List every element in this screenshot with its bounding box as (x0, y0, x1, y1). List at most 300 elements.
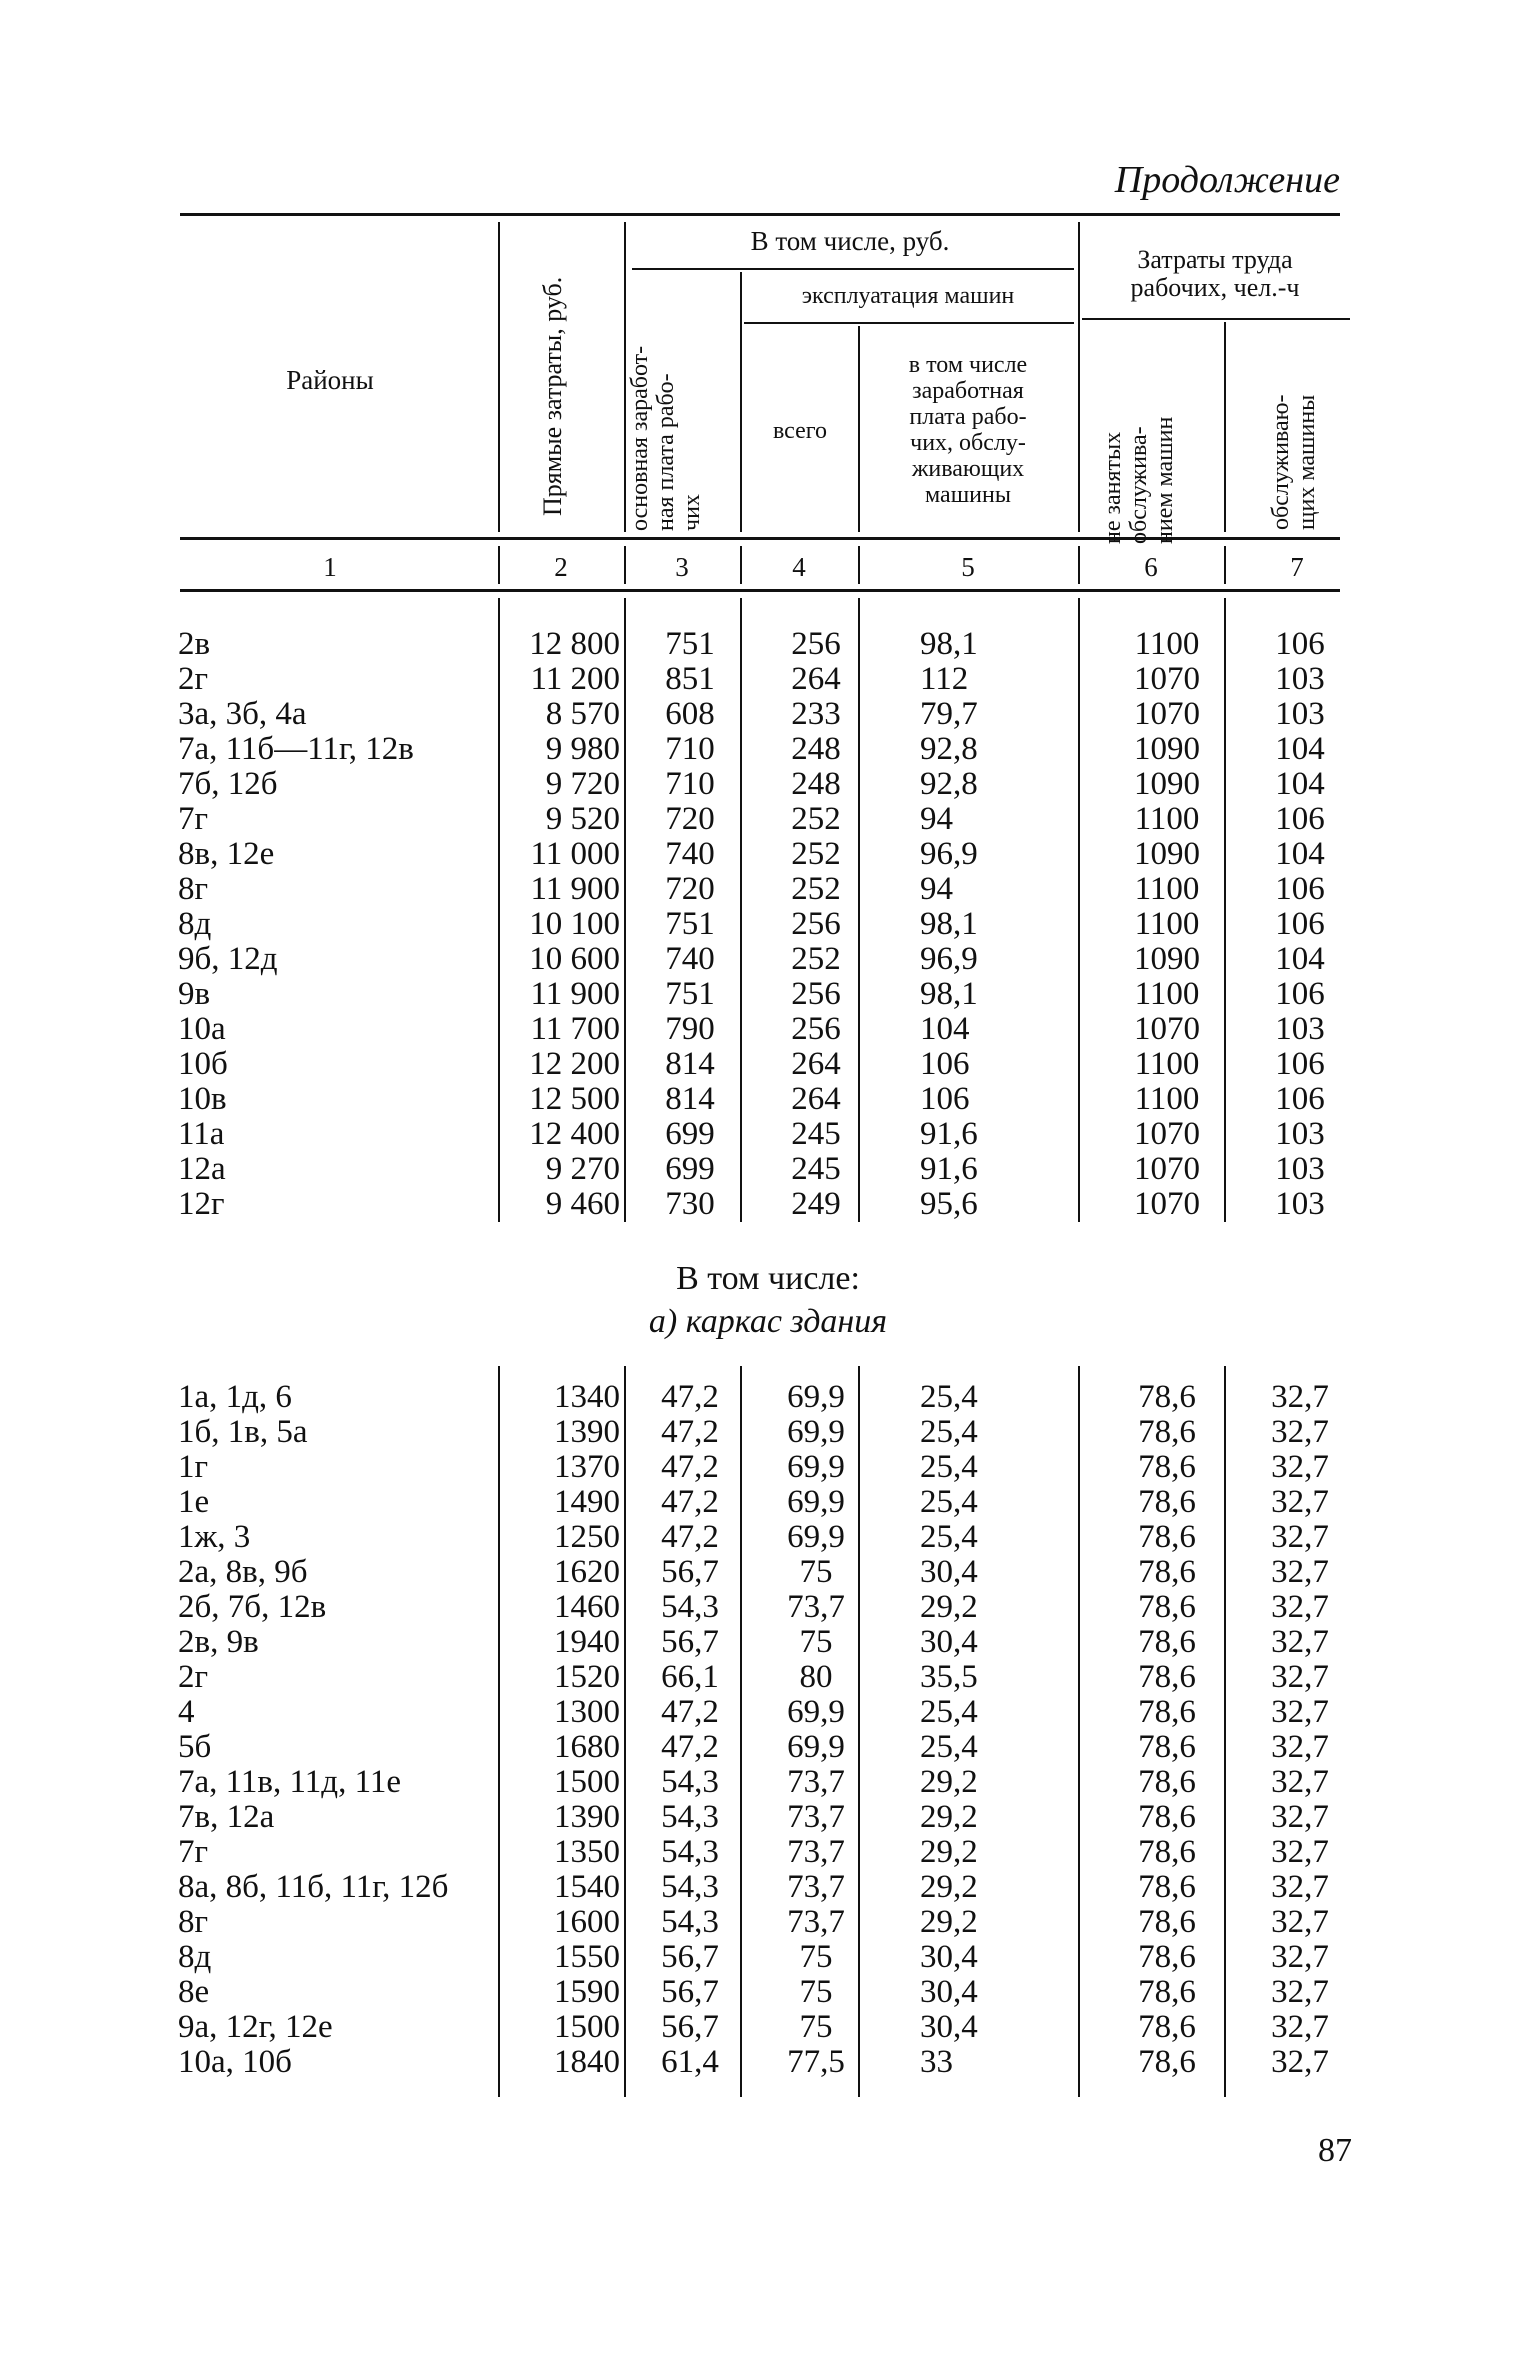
sec2-row-19-direct-costs: 1500 (554, 2009, 620, 2045)
sec2-row-15-direct-costs: 1540 (554, 1869, 620, 1905)
column-number-3: 3 (675, 552, 689, 582)
sec1-row-14-direct-costs: 12 500 (529, 1081, 620, 1117)
sec2-row-20-base-wage: 61,4 (661, 2044, 719, 2080)
sec1-row-2-district: 2г (178, 661, 209, 697)
sec2-row-18-labor-machine: 32,7 (1271, 1974, 1329, 2010)
header-labor-group: Затраты труда рабочих, чел.-ч (1130, 245, 1300, 302)
sec2-row-20-machines-wage: 33 (920, 2044, 953, 2080)
sec2-row-18-labor-not-machine: 78,6 (1138, 1974, 1196, 2010)
sec1-row-8-district: 8г (178, 871, 209, 907)
sec2-row-10-labor-machine: 32,7 (1271, 1694, 1329, 1730)
sec1-vline-1 (498, 598, 500, 1222)
sec1-row-5-direct-costs: 9 720 (545, 766, 620, 802)
sec2-row-8-labor-machine: 32,7 (1271, 1624, 1329, 1660)
sec1-row-6-machines-total: 252 (791, 801, 841, 837)
sec1-vline-3 (740, 598, 742, 1222)
header-vline-2 (624, 222, 626, 532)
sec1-row-15-machines-total: 245 (791, 1116, 841, 1152)
sec2-row-8-machines-total: 75 (799, 1624, 833, 1660)
sec1-row-10-labor-machine: 104 (1275, 941, 1325, 977)
sec2-row-7-labor-not-machine: 78,6 (1138, 1589, 1196, 1625)
sec2-row-2-labor-machine: 32,7 (1271, 1414, 1329, 1450)
sec2-row-1-base-wage: 47,2 (661, 1379, 719, 1415)
sec2-row-5-base-wage: 47,2 (661, 1519, 719, 1555)
sec1-row-14-labor-machine: 106 (1275, 1081, 1325, 1117)
sec1-row-5-machines-total: 248 (791, 766, 841, 802)
sec2-row-11-labor-not-machine: 78,6 (1138, 1729, 1196, 1765)
sec1-row-11-machines-wage: 98,1 (920, 976, 978, 1012)
sec2-row-18-direct-costs: 1590 (554, 1974, 620, 2010)
sec2-row-15-base-wage: 54,3 (661, 1869, 719, 1905)
rule-machines-group (744, 322, 1074, 324)
sec2-row-14-direct-costs: 1350 (554, 1834, 620, 1870)
column-number-4: 4 (792, 552, 806, 582)
sec2-row-10-district: 4 (178, 1694, 195, 1730)
header-vline-6 (1224, 322, 1226, 532)
sec1-row-3-labor-not-machine: 1070 (1134, 696, 1200, 732)
sec2-row-15-labor-not-machine: 78,6 (1138, 1869, 1196, 1905)
sec1-row-4-direct-costs: 9 980 (545, 731, 620, 767)
numbers-vline-4 (858, 546, 860, 584)
sec2-row-2-direct-costs: 1390 (554, 1414, 620, 1450)
sec2-row-4-labor-not-machine: 78,6 (1138, 1484, 1196, 1520)
sec2-vline-3 (740, 1366, 742, 2097)
sec1-row-16-direct-costs: 9 270 (545, 1151, 620, 1187)
sec2-row-2-labor-not-machine: 78,6 (1138, 1414, 1196, 1450)
sec1-row-9-machines-total: 256 (791, 906, 841, 942)
sec1-row-5-district: 7б, 12б (178, 766, 278, 802)
sec1-row-1-machines-total: 256 (791, 626, 841, 662)
sec1-row-11-machines-total: 256 (791, 976, 841, 1012)
column-number-5: 5 (961, 552, 975, 582)
sec1-row-7-district: 8в, 12е (178, 836, 275, 872)
sec1-row-8-labor-machine: 106 (1275, 871, 1325, 907)
sec2-row-20-machines-total: 77,5 (787, 2044, 845, 2080)
rule-including-group (632, 268, 1074, 270)
sec2-row-7-direct-costs: 1460 (554, 1589, 620, 1625)
sec1-row-14-machines-wage: 106 (920, 1081, 970, 1117)
sec2-row-18-district: 8е (178, 1974, 210, 2010)
sec2-row-12-machines-wage: 29,2 (920, 1764, 978, 1800)
page-number: 87 (1318, 2132, 1352, 2169)
sec2-row-14-labor-machine: 32,7 (1271, 1834, 1329, 1870)
sec2-row-10-labor-not-machine: 78,6 (1138, 1694, 1196, 1730)
sec2-row-9-machines-total: 80 (799, 1659, 833, 1695)
sec1-row-12-district: 10а (178, 1011, 226, 1047)
sec2-row-1-labor-machine: 32,7 (1271, 1379, 1329, 1415)
sec1-row-2-labor-machine: 103 (1275, 661, 1325, 697)
sec1-row-14-district: 10в (178, 1081, 227, 1117)
sec1-row-12-machines-wage: 104 (920, 1011, 970, 1047)
sec1-row-8-machines-wage: 94 (920, 871, 953, 907)
sec2-row-1-labor-not-machine: 78,6 (1138, 1379, 1196, 1415)
sec1-row-16-machines-wage: 91,6 (920, 1151, 978, 1187)
sec2-row-16-district: 8г (178, 1904, 209, 1940)
sec2-row-11-base-wage: 47,2 (661, 1729, 719, 1765)
sec1-row-10-machines-total: 252 (791, 941, 841, 977)
header-vline-4 (858, 326, 860, 532)
sec1-row-4-labor-machine: 104 (1275, 731, 1325, 767)
sec1-row-6-district: 7г (178, 801, 209, 837)
sec2-row-18-base-wage: 56,7 (661, 1974, 719, 2010)
sec1-row-7-machines-total: 252 (791, 836, 841, 872)
header-base-wage: основная заработ- ная плата рабо- чих (627, 345, 705, 531)
sec2-row-14-labor-not-machine: 78,6 (1138, 1834, 1196, 1870)
sec1-row-11-direct-costs: 11 900 (530, 976, 620, 1012)
sec2-row-9-base-wage: 66,1 (661, 1659, 719, 1695)
sec1-row-6-labor-machine: 106 (1275, 801, 1325, 837)
sec2-row-13-machines-total: 73,7 (787, 1799, 845, 1835)
sec2-row-15-machines-wage: 29,2 (920, 1869, 978, 1905)
numbers-vline-1 (498, 546, 500, 584)
sec1-row-9-labor-machine: 106 (1275, 906, 1325, 942)
sec2-row-17-labor-machine: 32,7 (1271, 1939, 1329, 1975)
sec2-row-20-labor-not-machine: 78,6 (1138, 2044, 1196, 2080)
sec1-row-10-direct-costs: 10 600 (529, 941, 620, 977)
sec1-row-3-machines-wage: 79,7 (920, 696, 978, 732)
header-including-group: В том числе, руб. (750, 226, 950, 256)
sec1-row-16-machines-total: 245 (791, 1151, 841, 1187)
sec2-row-1-direct-costs: 1340 (554, 1379, 620, 1415)
sec1-row-15-district: 11а (178, 1116, 225, 1152)
sec1-row-16-labor-machine: 103 (1275, 1151, 1325, 1187)
sec2-row-5-machines-total: 69,9 (787, 1519, 845, 1555)
sec1-row-7-direct-costs: 11 000 (530, 836, 620, 872)
sec2-vline-2 (624, 1366, 626, 2097)
sec2-row-12-district: 7а, 11в, 11д, 11е (178, 1764, 401, 1800)
sec2-row-6-base-wage: 56,7 (661, 1554, 719, 1590)
numbers-vline-3 (740, 546, 742, 584)
numbers-vline-2 (624, 546, 626, 584)
sec1-row-10-machines-wage: 96,9 (920, 941, 978, 977)
sec2-row-7-base-wage: 54,3 (661, 1589, 719, 1625)
sec2-row-16-direct-costs: 1600 (554, 1904, 620, 1940)
sec1-row-13-direct-costs: 12 200 (529, 1046, 620, 1082)
sec2-row-11-machines-total: 69,9 (787, 1729, 845, 1765)
sec1-row-14-base-wage: 814 (665, 1081, 715, 1117)
sec2-row-17-base-wage: 56,7 (661, 1939, 719, 1975)
sec1-row-13-labor-not-machine: 1100 (1134, 1046, 1200, 1082)
sec1-row-9-direct-costs: 10 100 (529, 906, 620, 942)
sec2-row-20-direct-costs: 1840 (554, 2044, 620, 2080)
sec2-row-17-machines-wage: 30,4 (920, 1939, 978, 1975)
sec2-row-16-base-wage: 54,3 (661, 1904, 719, 1940)
sec1-vline-2 (624, 598, 626, 1222)
sec2-row-16-machines-wage: 29,2 (920, 1904, 978, 1940)
sec1-row-3-base-wage: 608 (665, 696, 715, 732)
sec1-row-8-base-wage: 720 (665, 871, 715, 907)
sec2-row-13-district: 7в, 12а (178, 1799, 275, 1835)
sec2-row-11-direct-costs: 1680 (554, 1729, 620, 1765)
sec2-row-1-machines-total: 69,9 (787, 1379, 845, 1415)
sec2-row-20-labor-machine: 32,7 (1271, 2044, 1329, 2080)
sec2-row-4-machines-total: 69,9 (787, 1484, 845, 1520)
sec1-row-2-labor-not-machine: 1070 (1134, 661, 1200, 697)
sec1-row-14-machines-total: 264 (791, 1081, 841, 1117)
sec2-row-14-machines-total: 73,7 (787, 1834, 845, 1870)
sec1-row-13-district: 10б (178, 1046, 228, 1082)
sec2-row-14-district: 7г (178, 1834, 209, 1870)
sec1-row-10-labor-not-machine: 1090 (1134, 941, 1200, 977)
sec1-row-4-base-wage: 710 (665, 731, 715, 767)
sec2-row-19-machines-wage: 30,4 (920, 2009, 978, 2045)
sec2-row-11-machines-wage: 25,4 (920, 1729, 978, 1765)
sec1-row-12-base-wage: 790 (665, 1011, 715, 1047)
sec2-vline-5 (1078, 1366, 1080, 2097)
sec2-row-5-labor-not-machine: 78,6 (1138, 1519, 1196, 1555)
sec2-row-9-direct-costs: 1520 (554, 1659, 620, 1695)
sec1-row-13-machines-total: 264 (791, 1046, 841, 1082)
sec2-row-10-direct-costs: 1300 (554, 1694, 620, 1730)
sec1-row-17-machines-wage: 95,6 (920, 1186, 978, 1222)
sec1-row-6-machines-wage: 94 (920, 801, 953, 837)
sec2-row-15-labor-machine: 32,7 (1271, 1869, 1329, 1905)
sec2-row-17-labor-not-machine: 78,6 (1138, 1939, 1196, 1975)
sec1-row-1-labor-machine: 106 (1275, 626, 1325, 662)
subheading-frame: а) каркас здания (648, 1303, 888, 1340)
header-labor-machine: обслуживаю- щих машины (1268, 394, 1320, 530)
sec2-row-12-labor-machine: 32,7 (1271, 1764, 1329, 1800)
header-direct-costs: Прямые затраты, руб. (538, 276, 567, 516)
column-number-7: 7 (1290, 552, 1304, 582)
sec1-row-11-district: 9в (178, 976, 211, 1012)
sec2-row-20-district: 10а, 10б (178, 2044, 292, 2080)
sec1-row-5-labor-machine: 104 (1275, 766, 1325, 802)
numbers-vline-5 (1078, 546, 1080, 584)
sec1-row-14-labor-not-machine: 1100 (1134, 1081, 1200, 1117)
sec2-vline-1 (498, 1366, 500, 2097)
sec1-row-17-direct-costs: 9 460 (545, 1186, 620, 1222)
sec2-row-3-district: 1г (178, 1449, 209, 1485)
sec2-row-11-labor-machine: 32,7 (1271, 1729, 1329, 1765)
sec2-row-3-labor-not-machine: 78,6 (1138, 1449, 1196, 1485)
sec1-row-11-labor-not-machine: 1100 (1134, 976, 1200, 1012)
sec1-row-2-machines-wage: 112 (920, 661, 969, 697)
sec2-row-6-labor-machine: 32,7 (1271, 1554, 1329, 1590)
sec2-row-4-labor-machine: 32,7 (1271, 1484, 1329, 1520)
sec2-row-3-labor-machine: 32,7 (1271, 1449, 1329, 1485)
sec2-row-19-district: 9а, 12г, 12е (178, 2009, 333, 2045)
sec2-row-17-direct-costs: 1550 (554, 1939, 620, 1975)
sec1-row-17-labor-not-machine: 1070 (1134, 1186, 1200, 1222)
sec2-row-10-machines-total: 69,9 (787, 1694, 845, 1730)
sec1-row-1-direct-costs: 12 800 (529, 626, 620, 662)
sec2-row-12-base-wage: 54,3 (661, 1764, 719, 1800)
sec2-row-6-machines-total: 75 (799, 1554, 833, 1590)
sec2-row-6-direct-costs: 1620 (554, 1554, 620, 1590)
sec2-row-5-labor-machine: 32,7 (1271, 1519, 1329, 1555)
sec2-row-15-district: 8а, 8б, 11б, 11г, 12б (178, 1869, 449, 1905)
sec1-row-9-labor-not-machine: 1100 (1134, 906, 1200, 942)
sec1-row-2-machines-total: 264 (791, 661, 841, 697)
sec2-row-7-machines-wage: 29,2 (920, 1589, 978, 1625)
numbers-bottom-rule (180, 589, 1340, 592)
sec2-row-19-base-wage: 56,7 (661, 2009, 719, 2045)
column-number-2: 2 (554, 552, 568, 582)
sec2-row-8-labor-not-machine: 78,6 (1138, 1624, 1196, 1660)
sec2-row-13-machines-wage: 29,2 (920, 1799, 978, 1835)
header-vline-1 (498, 222, 500, 532)
sec2-row-5-district: 1ж, 3 (178, 1519, 251, 1555)
sec2-row-12-machines-total: 73,7 (787, 1764, 845, 1800)
sec2-row-5-direct-costs: 1250 (554, 1519, 620, 1555)
sec2-row-10-machines-wage: 25,4 (920, 1694, 978, 1730)
sec2-row-16-machines-total: 73,7 (787, 1904, 845, 1940)
sec2-row-2-machines-total: 69,9 (787, 1414, 845, 1450)
sec2-row-14-machines-wage: 29,2 (920, 1834, 978, 1870)
sec2-row-19-labor-machine: 32,7 (1271, 2009, 1329, 2045)
sec1-row-4-labor-not-machine: 1090 (1134, 731, 1200, 767)
sec1-row-10-base-wage: 740 (665, 941, 715, 977)
sec2-row-13-base-wage: 54,3 (661, 1799, 719, 1835)
sec2-row-8-base-wage: 56,7 (661, 1624, 719, 1660)
sec1-row-10-district: 9б, 12д (178, 941, 278, 977)
sec1-row-8-labor-not-machine: 1100 (1134, 871, 1200, 907)
sec1-row-12-labor-not-machine: 1070 (1134, 1011, 1200, 1047)
sec2-row-13-labor-machine: 32,7 (1271, 1799, 1329, 1835)
sec2-row-1-machines-wage: 25,4 (920, 1379, 978, 1415)
sec2-row-1-district: 1а, 1д, 6 (178, 1379, 292, 1415)
sec1-row-3-direct-costs: 8 570 (545, 696, 620, 732)
sec1-row-15-labor-machine: 103 (1275, 1116, 1325, 1152)
sec2-row-2-base-wage: 47,2 (661, 1414, 719, 1450)
sec1-row-11-base-wage: 751 (665, 976, 715, 1012)
sec1-row-7-labor-machine: 104 (1275, 836, 1325, 872)
sec2-row-4-base-wage: 47,2 (661, 1484, 719, 1520)
column-number-6: 6 (1144, 552, 1158, 582)
column-number-1: 1 (323, 552, 337, 582)
sec1-row-12-direct-costs: 11 700 (530, 1011, 620, 1047)
sec2-row-9-district: 2г (178, 1659, 209, 1695)
sec1-row-5-labor-not-machine: 1090 (1134, 766, 1200, 802)
sec2-row-10-base-wage: 47,2 (661, 1694, 719, 1730)
sec2-row-18-machines-total: 75 (799, 1974, 833, 2010)
sec1-row-13-base-wage: 814 (665, 1046, 715, 1082)
sec2-row-13-direct-costs: 1390 (554, 1799, 620, 1835)
sec1-vline-5 (1078, 598, 1080, 1222)
sec1-row-17-base-wage: 730 (665, 1186, 715, 1222)
sec2-row-4-direct-costs: 1490 (554, 1484, 620, 1520)
sec2-row-13-labor-not-machine: 78,6 (1138, 1799, 1196, 1835)
sec2-row-9-labor-machine: 32,7 (1271, 1659, 1329, 1695)
sec2-row-4-machines-wage: 25,4 (920, 1484, 978, 1520)
sec1-row-4-machines-wage: 92,8 (920, 731, 978, 767)
sec1-row-13-labor-machine: 106 (1275, 1046, 1325, 1082)
header-incl-wage: в том числе заработная плата рабо- чих, обслу- живающих машины (908, 352, 1028, 508)
sec2-row-5-machines-wage: 25,4 (920, 1519, 978, 1555)
subheading-including: В том числе: (676, 1260, 860, 1297)
sec1-row-17-district: 12г (178, 1186, 225, 1222)
sec1-row-7-machines-wage: 96,9 (920, 836, 978, 872)
sec1-row-12-labor-machine: 103 (1275, 1011, 1325, 1047)
sec2-row-8-district: 2в, 9в (178, 1624, 259, 1660)
sec2-row-6-labor-not-machine: 78,6 (1138, 1554, 1196, 1590)
sec1-row-7-base-wage: 740 (665, 836, 715, 872)
continuation-label: Продолжение (1114, 159, 1340, 201)
header-total: всего (772, 418, 828, 444)
sec1-row-17-machines-total: 249 (791, 1186, 841, 1222)
sec1-row-3-district: 3а, 3б, 4а (178, 696, 307, 732)
sec2-row-3-base-wage: 47,2 (661, 1449, 719, 1485)
sec2-row-19-labor-not-machine: 78,6 (1138, 2009, 1196, 2045)
sec1-row-6-direct-costs: 9 520 (545, 801, 620, 837)
sec1-row-1-labor-not-machine: 1100 (1134, 626, 1200, 662)
sec2-row-3-machines-wage: 25,4 (920, 1449, 978, 1485)
sec2-row-11-district: 5б (178, 1729, 212, 1765)
header-vline-5 (1078, 222, 1080, 532)
sec1-row-1-base-wage: 751 (665, 626, 715, 662)
sec1-row-4-machines-total: 248 (791, 731, 841, 767)
sec1-row-11-labor-machine: 106 (1275, 976, 1325, 1012)
sec2-row-7-machines-total: 73,7 (787, 1589, 845, 1625)
sec2-row-7-district: 2б, 7б, 12в (178, 1589, 327, 1625)
sec2-row-14-base-wage: 54,3 (661, 1834, 719, 1870)
sec1-row-15-base-wage: 699 (665, 1116, 715, 1152)
sec2-row-7-labor-machine: 32,7 (1271, 1589, 1329, 1625)
sec1-row-9-machines-wage: 98,1 (920, 906, 978, 942)
sec2-row-9-labor-not-machine: 78,6 (1138, 1659, 1196, 1695)
sec1-row-4-district: 7а, 11б—11г, 12в (178, 731, 414, 767)
sec2-row-12-labor-not-machine: 78,6 (1138, 1764, 1196, 1800)
sec1-row-15-machines-wage: 91,6 (920, 1116, 978, 1152)
sec1-row-5-machines-wage: 92,8 (920, 766, 978, 802)
sec2-row-2-machines-wage: 25,4 (920, 1414, 978, 1450)
sec1-row-9-base-wage: 751 (665, 906, 715, 942)
sec1-row-8-machines-total: 252 (791, 871, 841, 907)
sec1-row-5-base-wage: 710 (665, 766, 715, 802)
sec2-row-2-district: 1б, 1в, 5а (178, 1414, 308, 1450)
sec2-row-6-machines-wage: 30,4 (920, 1554, 978, 1590)
numbers-vline-6 (1224, 546, 1226, 584)
sec2-row-4-district: 1е (178, 1484, 210, 1520)
sec2-row-15-machines-total: 73,7 (787, 1869, 845, 1905)
header-districts: Районы (286, 365, 374, 395)
sec1-row-7-labor-not-machine: 1090 (1134, 836, 1200, 872)
sec2-row-16-labor-not-machine: 78,6 (1138, 1904, 1196, 1940)
sec2-row-17-district: 8д (178, 1939, 212, 1975)
sec2-row-8-direct-costs: 1940 (554, 1624, 620, 1660)
sec1-row-8-direct-costs: 11 900 (530, 871, 620, 907)
sec2-row-17-machines-total: 75 (799, 1939, 833, 1975)
sec2-row-19-machines-total: 75 (799, 2009, 833, 2045)
sec1-row-12-machines-total: 256 (791, 1011, 841, 1047)
sec1-row-3-labor-machine: 103 (1275, 696, 1325, 732)
header-labor-not-machine: не занятых обслужива- нием машин (1100, 416, 1178, 544)
sec1-row-1-machines-wage: 98,1 (920, 626, 978, 662)
sec2-row-3-direct-costs: 1370 (554, 1449, 620, 1485)
header-machines-group: эксплуатация машин (801, 283, 1015, 309)
sec1-row-16-labor-not-machine: 1070 (1134, 1151, 1200, 1187)
sec1-row-1-district: 2в (178, 626, 211, 662)
sec1-row-3-machines-total: 233 (791, 696, 841, 732)
sec2-row-16-labor-machine: 32,7 (1271, 1904, 1329, 1940)
sec1-row-16-base-wage: 699 (665, 1151, 715, 1187)
table-top-rule (180, 213, 1340, 216)
sec1-row-15-labor-not-machine: 1070 (1134, 1116, 1200, 1152)
sec2-row-8-machines-wage: 30,4 (920, 1624, 978, 1660)
sec1-row-17-labor-machine: 103 (1275, 1186, 1325, 1222)
sec1-row-16-district: 12а (178, 1151, 226, 1187)
sec1-row-13-machines-wage: 106 (920, 1046, 970, 1082)
sec1-row-6-labor-not-machine: 1100 (1134, 801, 1200, 837)
sec1-row-15-direct-costs: 12 400 (529, 1116, 620, 1152)
sec1-row-6-base-wage: 720 (665, 801, 715, 837)
sec2-row-18-machines-wage: 30,4 (920, 1974, 978, 2010)
sec1-row-9-district: 8д (178, 906, 212, 942)
sec2-row-3-machines-total: 69,9 (787, 1449, 845, 1485)
sec2-row-6-district: 2а, 8в, 9б (178, 1554, 308, 1590)
sec1-row-2-direct-costs: 11 200 (530, 661, 620, 697)
